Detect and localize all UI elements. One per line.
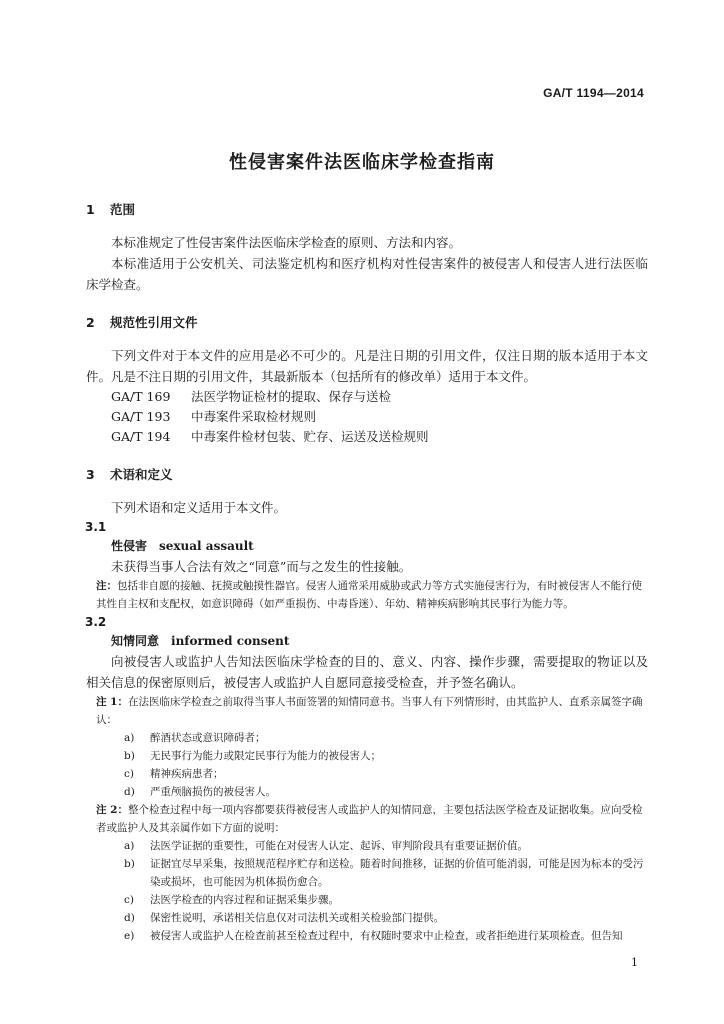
paragraph: 下列术语和定义适用于本文件。: [111, 500, 287, 515]
reference-title: 法医学物证检材的提取、保存与送检: [191, 389, 392, 404]
term-heading: [86, 536, 648, 556]
note-list-item: [86, 909, 648, 927]
reference-title: 中毒案件采取检材规则: [191, 409, 317, 424]
term-definition: 向被侵害人或监护人告知法医临床学检查的目的、意义、内容、操作步骤，需要提取的物证以及相关信息的保密原则后，被侵害人或监护人自愿同意接受检查，并予签名确认。: [86, 654, 648, 690]
term-note-1: [86, 693, 648, 729]
term-definition: 未获得当事人合法有效之“同意”而与之发生的性接触。: [111, 559, 412, 574]
list-text: 法医学检查的内容过程和证据采集步骤。: [150, 894, 339, 906]
section-number: 2: [86, 315, 95, 330]
document-code: GA/T 1194—2014: [543, 86, 644, 100]
term-name-cn: 性侵害: [111, 539, 148, 553]
term-name-en: informed consent: [171, 634, 290, 648]
note-list-item: [86, 765, 648, 783]
note-list-item: [86, 783, 648, 801]
list-text: 严重颅脑损伤的被侵害人。: [150, 786, 276, 798]
note-list-item: [86, 891, 648, 909]
paragraph: 本标准适用于公安机关、司法鉴定机构和医疗机构对性侵害案件的被侵害人和侵害人进行法医临床学检查。: [86, 256, 648, 292]
term-note: [86, 577, 648, 613]
list-marker: c): [124, 894, 134, 906]
document-body: [86, 200, 648, 945]
list-text: 醉酒状态或意识障碍者；: [150, 732, 266, 744]
list-marker: a): [124, 840, 135, 852]
list-marker: b): [124, 858, 135, 870]
list-marker: d): [124, 912, 135, 924]
list-text: 证据宜尽早采集，按照规范程序贮存和送检。随着时间推移，证据的价值可能消弱，可能是因为标本的受污染或损坏，也可能因为机体损伤愈合。: [150, 858, 644, 888]
list-text: 法医学证据的重要性，可能在对侵害人认定、起诉、审判阶段具有重要证据价值。: [150, 840, 528, 852]
list-marker: c): [124, 768, 134, 780]
reference-item: [86, 407, 648, 427]
term-number: 3.1: [85, 520, 107, 534]
section-title: 术语和定义: [110, 467, 173, 482]
section-1-heading: [86, 200, 648, 218]
note-list-item: [86, 747, 648, 765]
page-number: 1: [631, 956, 638, 969]
note-text: 在法医临床学检查之前取得当事人书面签署的知情同意书。当事人有下列情形时，由其监护人、直系亲属签字确认：: [96, 696, 643, 726]
document-title: 性侵害案件法医临床学检查指南: [229, 152, 495, 173]
reference-title: 中毒案件检材包装、贮存、运送及送检规则: [191, 429, 429, 444]
reference-code: GA/T 169: [111, 389, 171, 404]
list-text: 被侵害人或监护人在检查前甚至检查过程中，有权随时要求中止检查，或者拒绝进行某项检查。但告知: [150, 930, 623, 942]
reference-item: [86, 387, 648, 407]
note-list-item: [86, 927, 648, 945]
term-number: 3.2: [85, 615, 107, 629]
paragraph: 本标准规定了性侵害案件法医临床学检查的原则、方法和内容。: [111, 235, 462, 250]
term-heading: [86, 631, 648, 651]
reference-code: GA/T 194: [111, 429, 171, 444]
list-text: 保密性说明，承诺相关信息仅对司法机关或相关检验部门提供。: [150, 912, 444, 924]
section-2-heading: [86, 313, 648, 331]
note-text: 包括非自愿的接触、抚摸或触摸性器官。侵害人通常采用威胁或武力等方式实施侵害行为，有时被侵害人不能行使其性自主权和支配权，如意识障碍（如严重损伤、中毒昏迷）、年幼、精神疾病影响其民事行为能力等。: [96, 580, 642, 610]
list-text: 精神疾病患者；: [150, 768, 224, 780]
reference-item: [86, 427, 648, 447]
section-title: 范围: [110, 202, 136, 217]
section-3-heading: [86, 465, 648, 483]
note-list-item: [86, 729, 648, 747]
note-list-item: [86, 837, 648, 855]
term-name-en: sexual assault: [159, 539, 254, 553]
section-number: 3: [86, 467, 95, 482]
note-label: 注：: [96, 580, 117, 592]
reference-code: GA/T 193: [111, 409, 171, 424]
section-number: 1: [86, 202, 95, 217]
note-label: 注 1：: [96, 696, 128, 708]
term-note-2: [86, 801, 648, 837]
note-text: 整个检查过程中每一项内容都要获得被侵害人或监护人的知情同意，主要包括法医学检查及证据收集。应向受检者或监护人及其亲属作如下方面的说明：: [96, 804, 643, 834]
list-marker: a): [124, 732, 135, 744]
term-name-cn: 知情同意: [111, 634, 160, 648]
list-text: 无民事行为能力或限定民事行为能力的被侵害人；: [150, 750, 381, 762]
note-list-item: [86, 855, 648, 891]
list-marker: b): [124, 750, 135, 762]
note-label: 注 2：: [96, 804, 128, 816]
paragraph: 下列文件对于本文件的应用是必不可少的。凡是注日期的引用文件，仅注日期的版本适用于本文件。凡是不注日期的引用文件，其最新版本（包括所有的修改单）适用于本文件。: [86, 348, 648, 384]
list-marker: e): [124, 930, 135, 942]
section-title: 规范性引用文件: [110, 315, 198, 330]
list-marker: d): [124, 786, 135, 798]
